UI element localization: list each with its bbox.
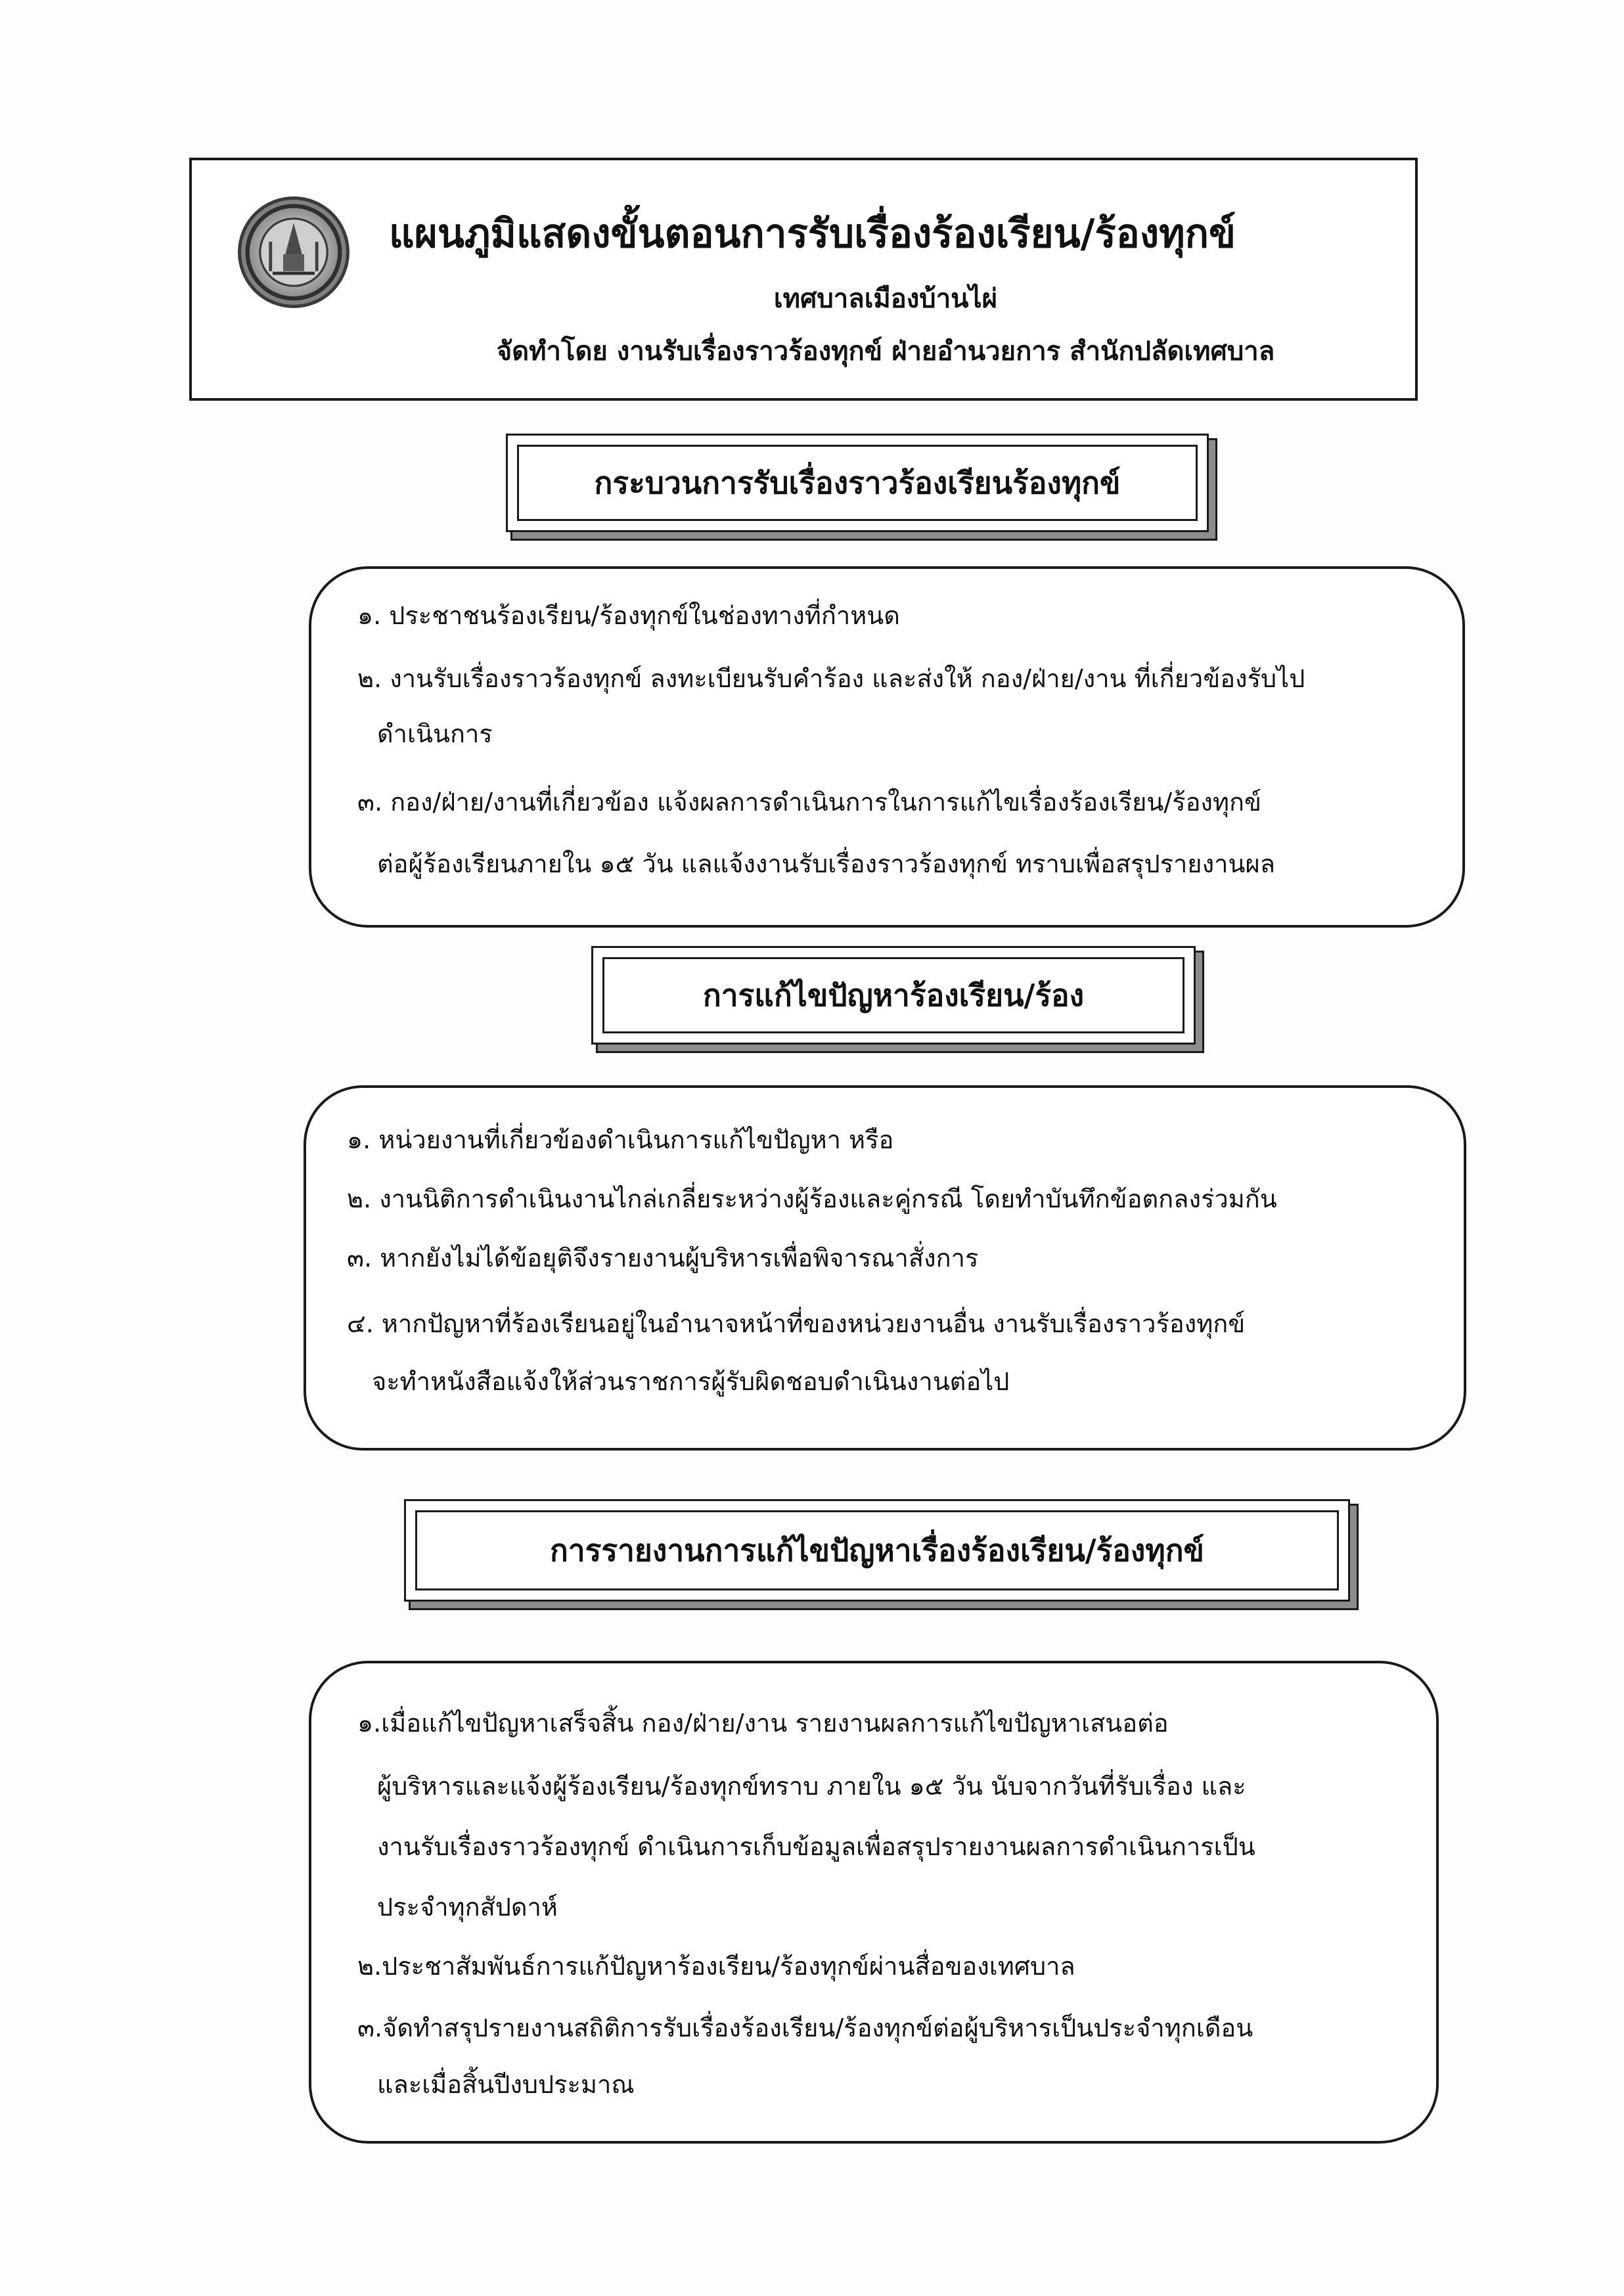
- section1-title: กระบวนการรับเรื่องราวร้องเรียนร้องทุกข์: [517, 445, 1198, 521]
- section1-line: ต่อผู้ร้องเรียนภายใน ๑๕ วัน แลแจ้งงานรับเรื่องราวร้องทุกข์ ทราบเพื่อสรุปรายงานผล: [377, 849, 1275, 878]
- section3-box: [309, 1661, 1439, 2144]
- section3-title: การรายงานการแก้ไขปัญหาเรื่องร้องเรียน/ร้องทุกข์: [415, 1510, 1339, 1590]
- header-box: [189, 158, 1418, 401]
- section3-line: ๓.จัดทำสรุปรายงานสถิติการรับเรื่องร้องเรียน/ร้องทุกข์ต่อผู้บริหารเป็นประจำทุกเดือน: [357, 2014, 1253, 2042]
- section2-line: ๓. หากยังไม่ได้ข้อยุติจึงรายงานผู้บริหารเพื่อพิจารณาสั่งการ: [347, 1244, 979, 1272]
- section2-box: [304, 1085, 1466, 1451]
- section2-line: ๑. หน่วยงานที่เกี่ยวข้องดำเนินการแก้ไขปัญหา หรือ: [347, 1125, 894, 1154]
- prepared-by: จัดทำโดย งานรับเรื่องราวร้องทุกข์ ฝ่ายอำนวยการ สำนักปลัดเทศบาล: [496, 336, 1275, 367]
- section2-title-box: [591, 946, 1196, 1045]
- section2-title: การแก้ไขปัญหาร้องเรียน/ร้อง: [602, 957, 1184, 1033]
- section3-line: งานรับเรื่องราวร้องทุกข์ ดำเนินการเก็บข้อมูลเพื่อสรุปรายงานผลการดำเนินการเป็น: [377, 1832, 1255, 1861]
- section3-line: ๒.ประชาสัมพันธ์การแก้ปัญหาร้องเรียน/ร้องทุกข์ผ่านสื่อของเทศบาล: [357, 1952, 1075, 1981]
- section2-line: ๒. งานนิติการดำเนินงานไกล่เกลี่ยระหว่างผู้ร้องและคู่กรณี โดยทำบันทึกข้อตกลงร่วมกัน: [347, 1184, 1277, 1213]
- organization-name: เทศบาลเมืองบ้านไผ่: [773, 284, 998, 314]
- section2-line: จะทำหนังสือแจ้งให้ส่วนราชการผู้รับผิดชอบดำเนินงานต่อไป: [372, 1367, 1010, 1396]
- section3-title-box: [404, 1499, 1350, 1602]
- section1-box: [309, 566, 1465, 928]
- section3-line: ผู้บริหารและแจ้งผู้ร้องเรียน/ร้องทุกข์ทราบ ภายใน ๑๕ วัน นับจากวันที่รับเรื่อง และ: [377, 1772, 1246, 1801]
- section3-line: และเมื่อสิ้นปีงบประมาณ: [377, 2070, 635, 2099]
- section1-line: ๑. ประชาชนร้องเรียน/ร้องทุกข์ในช่องทางที่กำหนด: [357, 601, 900, 630]
- section1-line: ๒. งานรับเรื่องราวร้องทุกข์ ลงทะเบียนรับคำร้อง และส่งให้ กอง/ฝ่าย/งาน ที่เกี่ยวข้องรับไป: [357, 664, 1305, 693]
- section1-line: ๓. กอง/ฝ่าย/งานที่เกี่ยวข้อง แจ้งผลการดำเนินการในการแก้ไขเรื่องร้องเรียน/ร้องทุกข์: [357, 788, 1261, 817]
- section1-title-box: [506, 434, 1209, 532]
- section2-line: ๔. หากปัญหาที่ร้องเรียนอยู่ในอำนาจหน้าที่ของหน่วยงานอื่น งานรับเรื่องราวร้องทุกข์: [347, 1309, 1246, 1338]
- document-title: แผนภูมิแสดงขั้นตอนการรับเรื่องร้องเรียน/ร้องทุกข์: [389, 211, 1236, 257]
- section1-line: ดำเนินการ: [377, 719, 493, 748]
- section3-line: ประจำทุกสัปดาห์: [377, 1893, 558, 1922]
- section3-line: ๑.เมื่อแก้ไขปัญหาเสร็จสิ้น กอง/ฝ่าย/งาน รายงานผลการแก้ไขปัญหาเสนอต่อ: [357, 1709, 1169, 1738]
